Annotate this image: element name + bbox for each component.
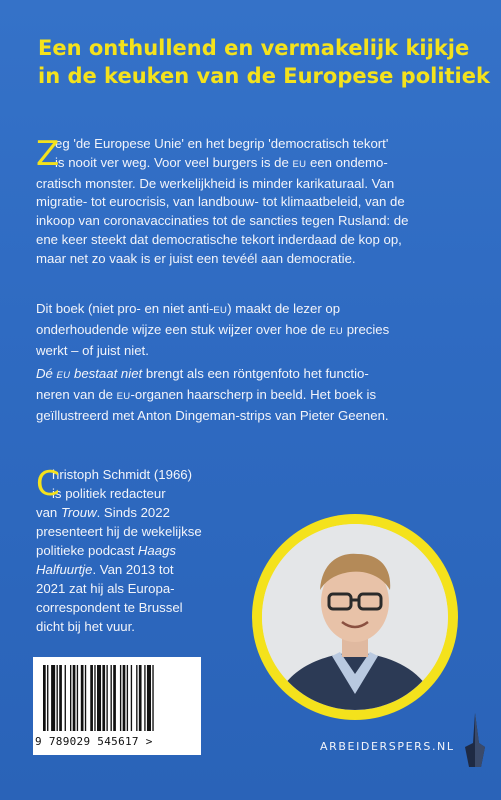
- intro-line-2-tail: een ondemo-: [306, 154, 388, 170]
- bio-line-8: correspondent te Brussel: [36, 600, 183, 615]
- barcode-bar: [51, 665, 55, 731]
- barcode-bar: [120, 665, 121, 731]
- eu-abbrev: EU: [292, 158, 307, 170]
- book-title-b: bestaat niet: [70, 366, 143, 381]
- bio-line-6b: . Van 2013 tot: [92, 562, 174, 577]
- dropcap-c: C: [36, 464, 60, 504]
- barcode-bar: [136, 665, 137, 731]
- podcast-name-2: Halfuurtje: [36, 562, 93, 577]
- barcode-bar: [102, 665, 105, 731]
- podcast-name-1: Haags: [137, 543, 177, 558]
- intro-paragraph: [36, 135, 468, 269]
- barcode: [33, 657, 201, 755]
- intro-line-1: eg 'de Europese Unie' en het begrip 'democratisch tekort': [55, 136, 389, 151]
- p3-line-1: [36, 365, 468, 386]
- barcode-bar: [152, 665, 153, 731]
- bio-line-7: 2021 zat hij als Europa-: [36, 581, 175, 596]
- bio-line-9: dicht bij het vuur.: [36, 619, 135, 634]
- barcode-bar: [147, 665, 151, 731]
- eu-abbrev: EU: [213, 305, 228, 316]
- author-photo: [262, 524, 448, 710]
- intro-line-3: cratisch monster. De werkelijkheid is minder karikaturaal. Van: [36, 175, 395, 191]
- bio-line-2: is politiek redacteur: [52, 486, 166, 501]
- barcode-bar: [77, 665, 78, 731]
- intro-line-2-text: is nooit ver weg. Voor veel burgers is de: [55, 154, 289, 170]
- barcode-bar: [144, 665, 145, 731]
- p3-line-3: geïllustreerd met Anton Dingeman-strips van Pieter Geenen.: [36, 407, 389, 423]
- barcode-bar: [70, 665, 71, 731]
- third-paragraph: [36, 365, 468, 425]
- bio-line-3a: van: [36, 505, 61, 520]
- bio-line-5: [36, 541, 276, 560]
- barcode-bar: [57, 665, 58, 731]
- bio-line-6: [36, 560, 276, 579]
- intro-line-4: migratie- tot eurocrisis, van landbouw- tot klimaatbeleid, van de: [36, 194, 405, 210]
- dropcap-z: Z: [36, 134, 60, 174]
- second-paragraph: [36, 300, 468, 360]
- book-title: [36, 366, 142, 381]
- p3-line-2b: -organen haarscherp in beeld. Het boek is: [130, 386, 377, 402]
- bio-line-3: [36, 503, 276, 522]
- p2-line-1b: ) maakt de lezer op: [227, 301, 341, 316]
- barcode-bar: [94, 665, 95, 731]
- barcode-bar: [81, 665, 84, 731]
- barcode-bar: [139, 665, 142, 731]
- bio-line-4: presenteert hij de wekelijkse: [36, 524, 202, 539]
- barcode-bar: [59, 665, 62, 731]
- tagline: [38, 34, 488, 90]
- barcode-bars-icon: [43, 665, 193, 733]
- barcode-bar: [113, 665, 116, 731]
- p2-line-1: [36, 300, 468, 321]
- p3-line-2a: neren van de: [36, 386, 117, 402]
- p2-line-2a: onderhoudende wijze een stuk wijzer over hoe de: [36, 321, 330, 337]
- eu-abbrev: EU: [329, 325, 344, 337]
- p2-line-2b: precies: [343, 321, 390, 337]
- book-title-a: Dé: [36, 366, 57, 381]
- author-portrait-icon: [262, 524, 448, 710]
- p2-line-3: werkt – of juist niet.: [36, 342, 149, 358]
- eu-abbrev: EU: [56, 370, 71, 381]
- publisher-url: ARBEIDERSPERS.NL: [320, 740, 455, 753]
- intro-line-6: ene keer steekt dat democratische tekort inderdaad de kop op,: [36, 231, 402, 247]
- barcode-bar: [106, 665, 107, 731]
- barcode-bar: [47, 665, 48, 731]
- barcode-bar: [123, 665, 126, 731]
- tagline-line-1: Een onthullend en vermakelijk kijkje: [38, 36, 470, 60]
- barcode-bar: [73, 665, 76, 731]
- author-bio: [36, 465, 276, 636]
- intro-line-5: inkoop van coronavaccinaties tot de sancties tegen Rusland: de: [36, 213, 409, 229]
- bio-line-1: hristoph Schmidt (1966): [52, 467, 193, 482]
- barcode-bar: [65, 665, 66, 731]
- isbn-number: 9 789029 545617 >: [35, 735, 153, 748]
- barcode-bar: [97, 665, 101, 731]
- bio-line-3b: . Sinds 2022: [96, 505, 170, 520]
- publisher-logo-icon: [463, 713, 487, 767]
- p2-line-1a: Dit boek (niet pro- en niet anti-: [36, 301, 214, 316]
- barcode-bar: [131, 665, 132, 731]
- barcode-bar: [43, 665, 46, 731]
- p2-line-2: [36, 321, 468, 342]
- intro-line-2: [36, 154, 468, 175]
- newspaper-name: Trouw: [60, 505, 97, 520]
- intro-line-7: maar net zo vaak is er juist een tevéél aan democratie.: [36, 250, 356, 266]
- p3-line-2: [36, 386, 468, 407]
- barcode-bar: [85, 665, 86, 731]
- barcode-bar: [90, 665, 93, 731]
- tagline-line-2: in de keuken van de Europese politiek: [38, 64, 490, 88]
- p3-line-1b: brengt als een röntgenfoto het functio-: [142, 366, 369, 381]
- eu-abbrev: EU: [116, 390, 131, 402]
- bio-line-5a: politieke podcast: [36, 543, 138, 558]
- barcode-bar: [127, 665, 128, 731]
- barcode-bar: [111, 665, 112, 731]
